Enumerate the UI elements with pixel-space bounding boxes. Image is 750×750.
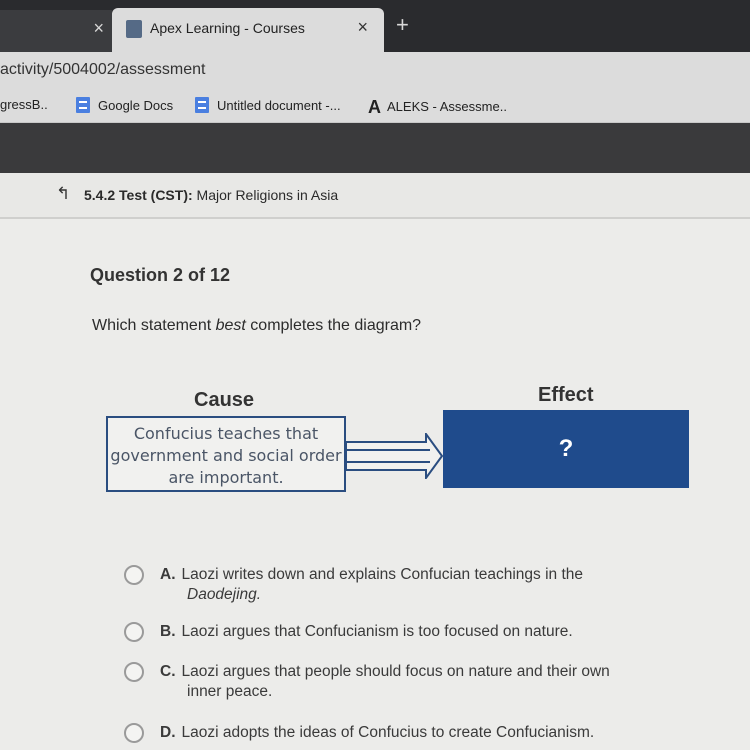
back-up-arrow-icon[interactable]: ↰	[56, 184, 71, 203]
option-text: Laozi argues that Confucianism is too focused on nature.	[181, 623, 573, 640]
bookmark-google-docs[interactable]: Google Docs	[76, 97, 173, 113]
apex-favicon-icon	[126, 20, 142, 38]
right-arrow-icon	[346, 433, 444, 479]
tab-close-button[interactable]: ×	[93, 18, 104, 38]
tab-previous[interactable]	[0, 10, 112, 52]
new-tab-button[interactable]: +	[396, 12, 409, 37]
option-letter: B.	[160, 623, 176, 640]
address-bar[interactable]	[0, 52, 750, 90]
activity-code: 5.4.2 Test (CST):	[84, 187, 193, 203]
option-letter: A.	[160, 566, 176, 583]
google-docs-icon	[195, 97, 209, 113]
radio-button[interactable]	[124, 723, 144, 743]
bookmark-aleks[interactable]: A ALEKS - Assessme..	[368, 97, 507, 117]
tab-title: Apex Learning - Courses	[150, 20, 305, 36]
google-docs-icon	[76, 97, 90, 113]
cause-box: Confucius teaches that government and social order are important.	[106, 416, 346, 492]
question-prompt: Which statement best completes the diagram?	[92, 317, 422, 334]
tab-close-button[interactable]: ×	[357, 17, 368, 37]
radio-button[interactable]	[124, 565, 144, 585]
activity-title: Major Religions in Asia	[196, 187, 339, 203]
cause-label: Cause	[194, 389, 255, 411]
radio-button[interactable]	[124, 622, 144, 642]
question-panel	[0, 219, 750, 750]
url-text[interactable]: activity/5004002/assessment	[0, 61, 206, 78]
option-letter: D.	[160, 724, 176, 741]
option-text: Laozi argues that people should focus on nature and their own	[181, 663, 610, 680]
radio-button[interactable]	[124, 662, 144, 682]
tab-strip	[0, 0, 750, 52]
aleks-icon: A	[368, 97, 381, 117]
site-header	[0, 123, 750, 173]
breadcrumb	[0, 173, 750, 219]
tab-apex-learning[interactable]	[112, 8, 384, 52]
question-number: Question 2 of 12	[90, 265, 231, 285]
option-text: Laozi adopts the ideas of Confucius to create Confucianism.	[181, 724, 595, 741]
effect-box: ?	[443, 410, 689, 488]
option-text-continued: Daodejing.	[187, 586, 262, 603]
bookmarks-bar	[0, 90, 750, 123]
option-text-continued: inner peace.	[187, 683, 273, 700]
option-text: Laozi writes down and explains Confucian teachings in the	[181, 566, 584, 583]
bookmark-untitled-document[interactable]: Untitled document -...	[195, 97, 341, 113]
effect-label: Effect	[538, 384, 594, 406]
option-letter: C.	[160, 663, 176, 680]
bookmark-progress[interactable]: gressB..	[0, 97, 48, 112]
